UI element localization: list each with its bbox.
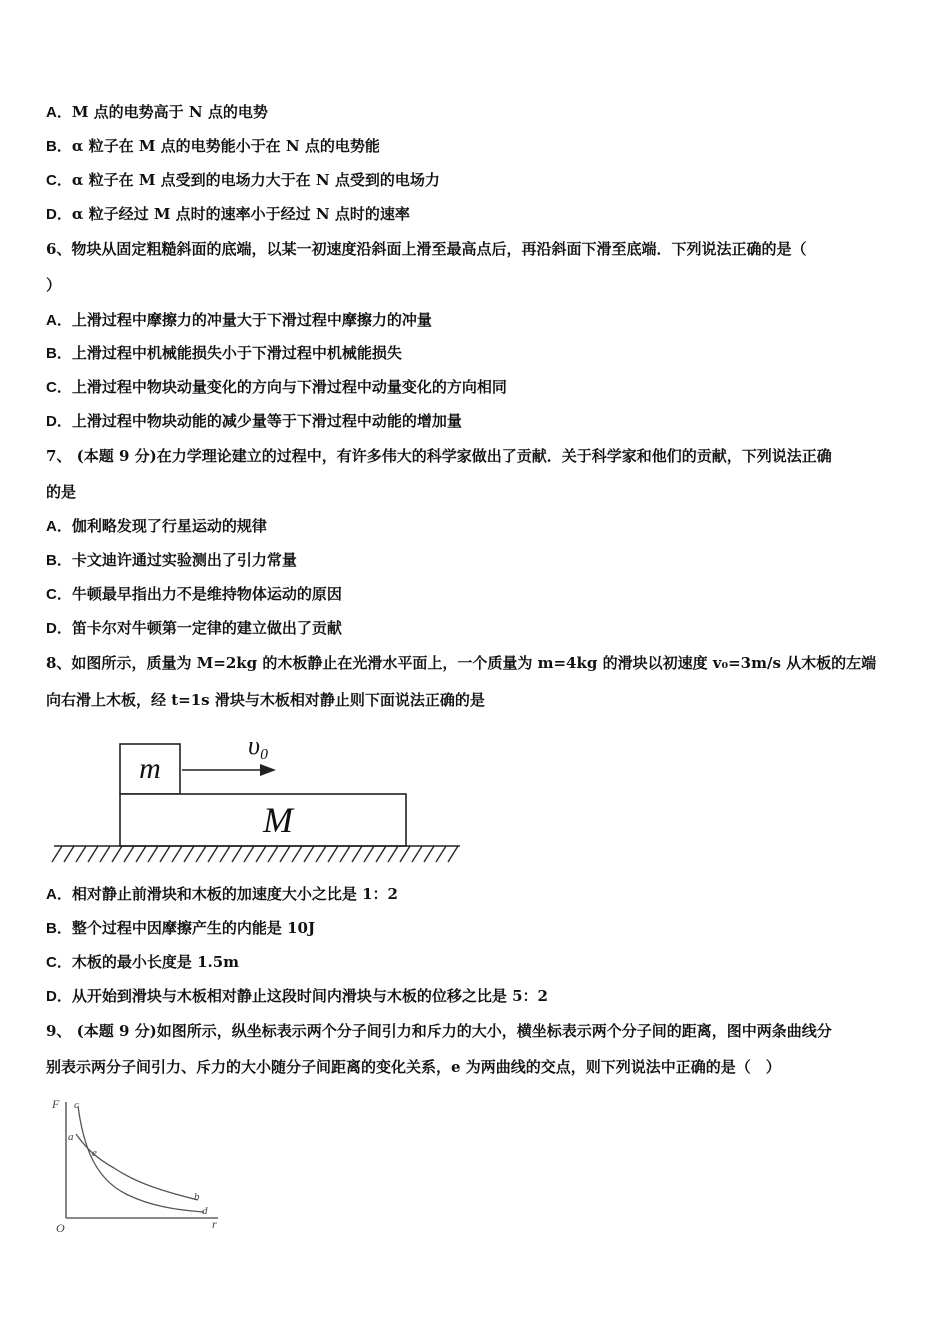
q8-ground-hatching — [52, 846, 458, 862]
q9-figure — [46, 1092, 236, 1242]
q9-label-a: a — [68, 1131, 74, 1143]
q9-label-e: e — [92, 1147, 97, 1159]
q7-option-c: C．牛顿最早指出力不是维持物体运动的原因 — [46, 585, 342, 603]
q8-figure — [48, 728, 468, 868]
q9-label-d: d — [202, 1205, 208, 1217]
q9-label-b: b — [194, 1191, 200, 1203]
q6-option-d: D．上滑过程中物块动能的减少量等于下滑过程中动能的增加量 — [46, 412, 462, 430]
q8-block-label: m — [139, 752, 161, 785]
q9-stem-line2: 别表示两分子间引力、斥力的大小随分子间距离的变化关系，e 为两曲线的交点，则下列说法中正确的是（ ） — [46, 1058, 781, 1076]
q7-stem-line1: 7、 (本题 9 分)在力学理论建立的过程中，有许多伟大的科学家做出了贡献．关于科学家和他们的贡献，下列说法正确 — [46, 447, 832, 465]
q5-option-b: B．α 粒子在 M 点的电势能小于在 N 点的电势能 — [46, 137, 380, 155]
q8-arrow-head — [260, 764, 276, 776]
q5-option-a: A．M 点的电势高于 N 点的电势 — [46, 103, 268, 121]
q6-option-b: B．上滑过程中机械能损失小于下滑过程中机械能损失 — [46, 344, 402, 362]
q9-origin-label: O — [56, 1221, 65, 1235]
q5-option-c: C．α 粒子在 M 点受到的电场力大于在 N 点受到的电场力 — [46, 171, 440, 189]
q7-stem-line2: 的是 — [46, 483, 77, 501]
q7-option-b: B．卡文迪许通过实验测出了引力常量 — [46, 551, 297, 569]
q6-option-c: C．上滑过程中物块动量变化的方向与下滑过程中动量变化的方向相同 — [46, 378, 507, 396]
q7-option-d: D．笛卡尔对牛顿第一定律的建立做出了贡献 — [46, 619, 342, 637]
q7-option-a: A．伽利略发现了行星运动的规律 — [46, 517, 267, 535]
q9-y-axis-label: F — [52, 1097, 60, 1111]
q6-option-a: A．上滑过程中摩擦力的冲量大于下滑过程中摩擦力的冲量 — [46, 311, 432, 329]
q9-label-c: c — [74, 1099, 79, 1111]
q8-velocity-label: υ₀ — [248, 731, 269, 760]
q8-board-label: M — [263, 800, 293, 840]
q6-stem-line2: ） — [46, 276, 62, 294]
q8-option-d: D．从开始到滑块与木板相对静止这段时间内滑块与木板的位移之比是 5：2 — [46, 987, 548, 1005]
q9-x-axis-label: r — [212, 1217, 217, 1231]
q8-option-b: B．整个过程中因摩擦产生的内能是 10J — [46, 919, 316, 937]
q8-stem-line1: 8、如图所示，质量为 M=2kg 的木板静止在光滑水平面上，一个质量为 m=4kg 的滑块以初速度 v₀=3m/s 从木板的左端 — [46, 654, 877, 672]
q6-stem-line1: 6、物块从固定粗糙斜面的底端，以某一初速度沿斜面上滑至最高点后，再沿斜面下滑至底端．下列说法正确的是（ — [46, 240, 807, 258]
q5-option-d: D．α 粒子经过 M 点时的速率小于经过 N 点时的速率 — [46, 205, 410, 223]
q8-option-a: A．相对静止前滑块和木板的加速度大小之比是 1：2 — [46, 885, 398, 903]
q9-curve-ab — [76, 1134, 198, 1200]
q8-option-c: C．木板的最小长度是 1.5m — [46, 953, 240, 971]
q9-stem-line1: 9、 (本题 9 分)如图所示，纵坐标表示两个分子间引力和斥力的大小，横坐标表示两个分子间的距离，图中两条曲线分 — [46, 1022, 832, 1040]
q8-stem-line2: 向右滑上木板，经 t=1s 滑块与木板相对静止则下面说法正确的是 — [46, 691, 485, 709]
